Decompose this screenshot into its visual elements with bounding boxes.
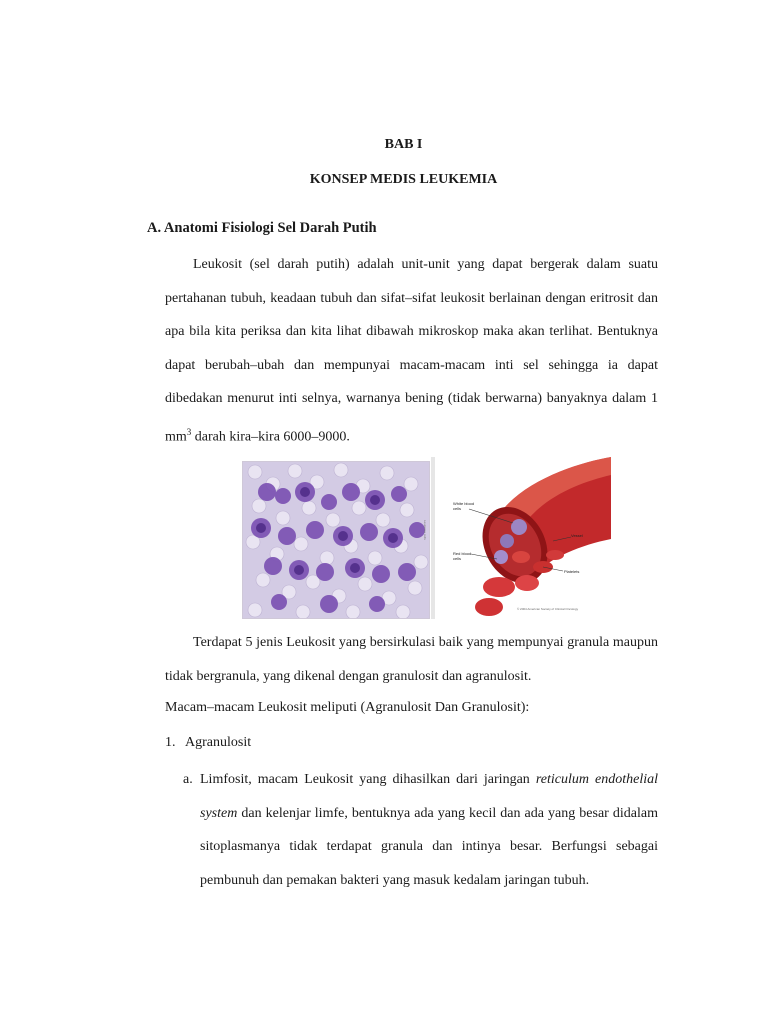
- label-platelets: Platelets: [564, 569, 580, 574]
- label-vessel: Vessel: [571, 533, 583, 538]
- list-item-agranulosit: [165, 735, 251, 751]
- limfosit-text-1: Limfosit, macam Leukosit yang dihasilkan dari jaringan: [200, 772, 536, 787]
- paragraph-jenis-leukosit-text: Terdapat 5 jenis Leukosit yang bersirkulasi baik yang mempunyai granula maupun tidak bergranula, yang dikenal dengan granulosit dan agranulosit.: [165, 635, 658, 684]
- list-label: Agranulosit: [185, 735, 252, 750]
- micrograph-side-caption: Leukemia cells: [423, 520, 427, 540]
- label-copyright: © 2004 American Society of Clinical Oncology: [517, 607, 579, 611]
- blood-vessel-drawing: [431, 457, 611, 619]
- blood-smear-illustration: [243, 462, 429, 618]
- macam-leukosit-line: Macam–macam Leukosit meliputi (Agranulosit Dan Granulosit):: [165, 700, 530, 715]
- chapter-number: BAB I: [384, 137, 423, 152]
- paragraph-jenis-leukosit: [165, 626, 658, 693]
- limfosit-italic-term: reticulum endothelial system: [200, 772, 659, 821]
- sublist-body: [200, 763, 658, 897]
- superscript-3: 3: [186, 426, 192, 437]
- limfosit-text-2: dan kelenjar limfe, bentuknya ada yang kecil dan ada yang besar didalam sitoplasmanya tidak terdapat granula dan intinya besar. Berfungsi sebagai pembunuh dan pemakan bakteri yang masuk kedalam jaringan tubuh.: [200, 805, 658, 888]
- label-red-blood-cells: Red blood cells: [453, 551, 472, 561]
- blood-vessel-illustration: [431, 457, 611, 619]
- sublist-marker: a.: [183, 772, 193, 787]
- paragraph-leukosit-end: darah kira–kira 6000–9000.: [191, 429, 350, 445]
- label-white-blood-cells: White blood cells: [453, 501, 475, 511]
- paragraph-leukosit: [165, 248, 658, 454]
- sublist-item-limfosit: [183, 763, 658, 897]
- paragraph-leukosit-text: Leukosit (sel darah putih) adalah unit-unit yang dapat bergerak dalam suatu pertahanan tubuh, keadaan tubuh dan sifat–sifat leukosit berlainan dengan eritrosit dan apa bila kita periksa dan kita lihat dibawah mikroskop maka akan terlihat. Bentuknya dapat berubah–ubah dan mempunyai macam-macam inti sel sehingga ia dapat dibedakan menurut inti selnya, warnanya bening (tidak berwarna) banyaknya dalam 1 mm: [165, 257, 658, 445]
- section-heading: A. Anatomi Fisiologi Sel Darah Putih: [147, 220, 377, 236]
- list-number: 1.: [165, 735, 176, 750]
- chapter-title: KONSEP MEDIS LEUKEMIA: [309, 172, 498, 187]
- blood-smear-micrograph: [242, 461, 430, 619]
